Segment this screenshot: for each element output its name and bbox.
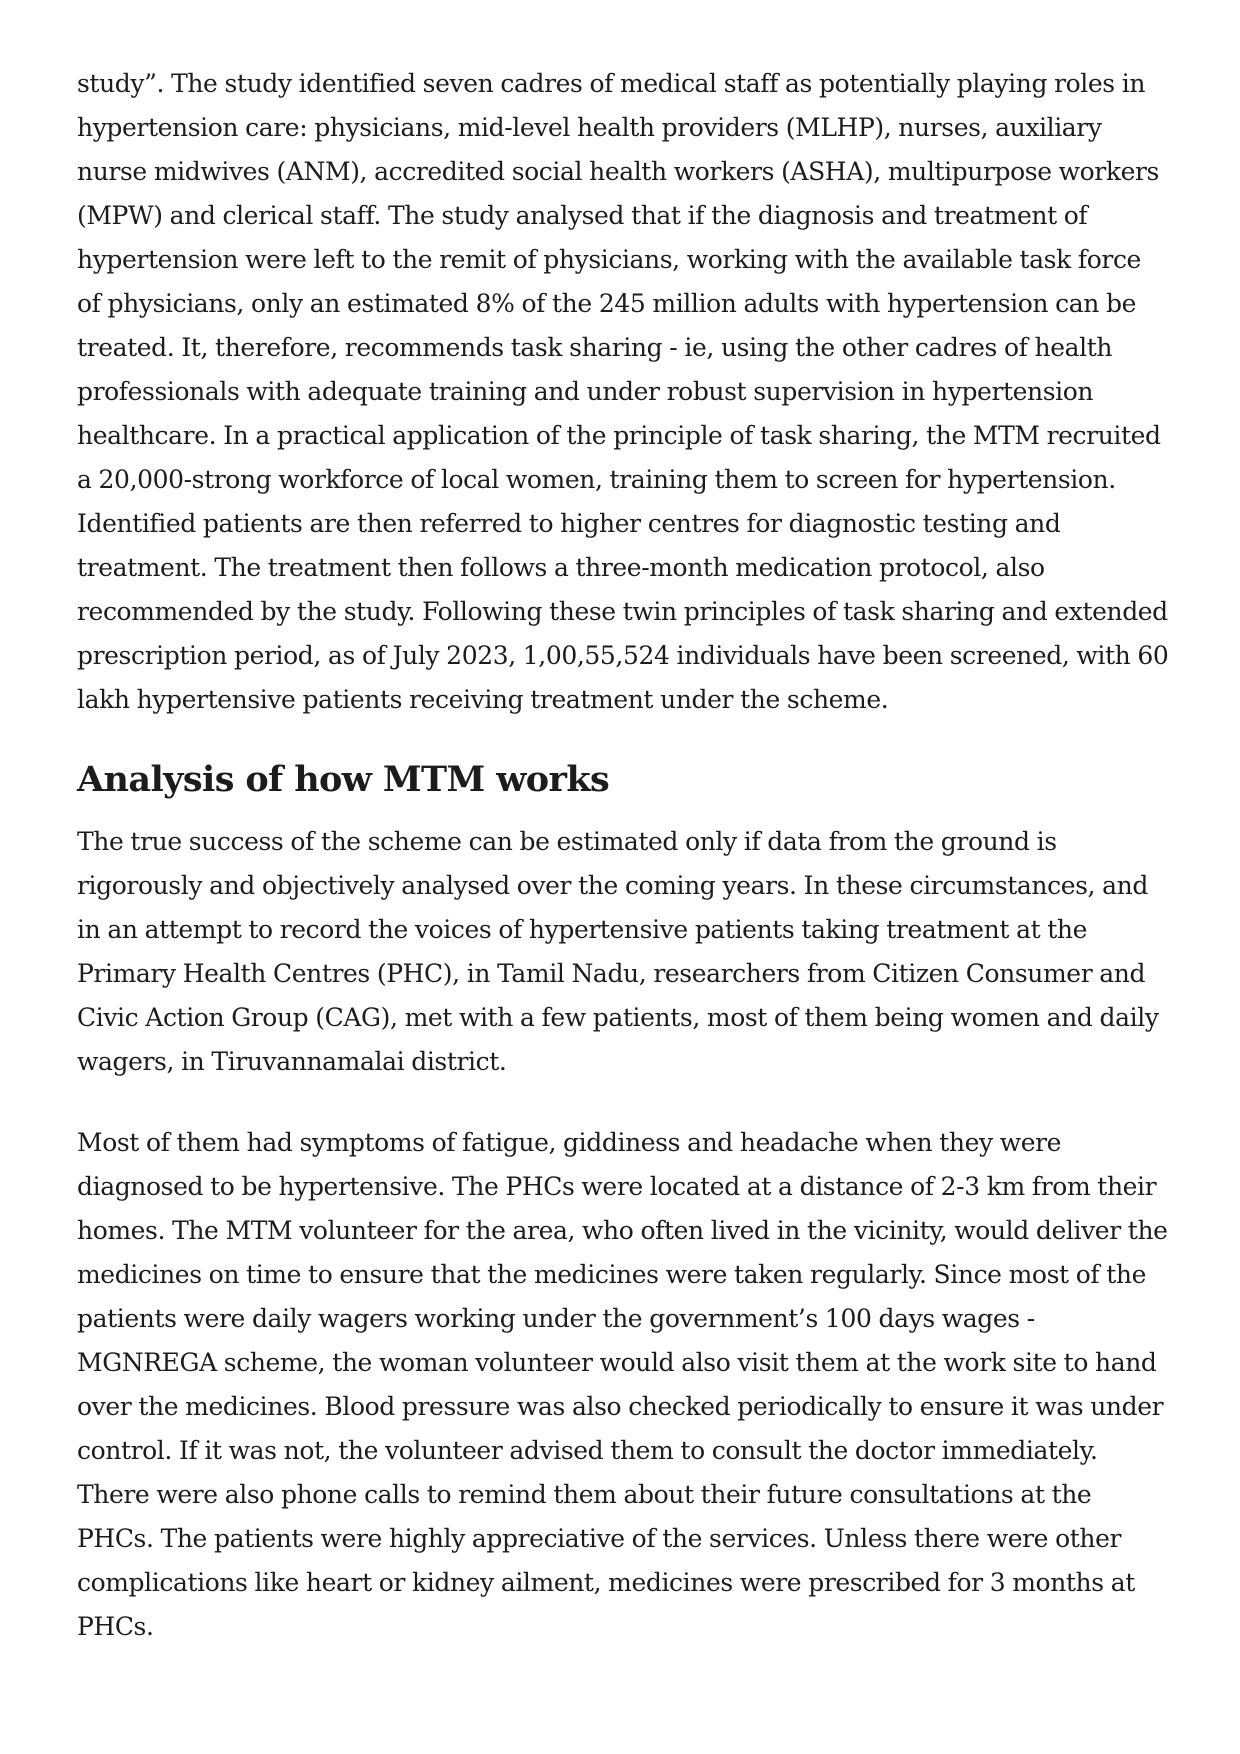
paragraph-analysis-intro: The true success of the scheme can be estimated only if data from the ground is rigorously and objectively analysed over the coming years. In these circumstances, and in an attempt to record the voices of hypertensive patients taking treatment at the Primary Health Centres (PHC), in Tamil Nadu, researchers from Citizen Consumer and Civic Action Group (CAG), met with a few patients, most of them being women and daily wagers, in Tiruvannamalai district. bbox=[77, 827, 1159, 1076]
paragraph-patient-experience: Most of them had symptoms of fatigue, giddiness and headache when they were diagnosed to be hypertensive. The PHCs were located at a distance of 2-3 km from their homes. The MTM volunteer for the area, who often lived in the vicinity, would deliver the medicines on time to ensure that the medicines were taken regularly. Since most of the patients were daily wagers working under the government’s 100 days wages - MGNREGA scheme, the woman volunteer would also visit them at the work site to hand over the medicines. Blood pressure was also checked periodically to ensure it was under control. If it was not, the volunteer advised them to consult the doctor immediately. There were also phone calls to remind them about their future consultations at the PHCs. The patients were highly appreciative of the services. Unless there were other complications like heart or kidney ailment, medicines were prescribed for 3 months at PHCs. bbox=[77, 1128, 1168, 1641]
article-body bbox=[77, 62, 1169, 1649]
paragraph-task-sharing: study”. The study identified seven cadres of medical staff as potentially playing roles in hypertension care: physicians, mid-level health providers (MLHP), nurses, auxiliary nurse midwives (ANM), accredited social health workers (ASHA), multipurpose workers (MPW) and clerical staff. The study analysed that if the diagnosis and treatment of hypertension were left to the remit of physicians, working with the available task force of physicians, only an estimated 8% of the 245 million adults with hypertension can be treated. It, therefore, recommends task sharing - ie, using the other cadres of health professionals with adequate training and under robust supervision in hypertension healthcare. In a practical application of the principle of task sharing, the MTM recruited a 20,000-strong workforce of local women, training them to screen for hypertension. Identified patients are then referred to higher centres for diagnostic testing and treatment. The treatment then follows a three-month medication protocol, also recommended by the study. Following these twin principles of task sharing and extended prescription period, as of July 2023, 1,00,55,524 individuals have been screened, with 60 lakh hypertensive patients receiving treatment under the scheme. bbox=[77, 69, 1169, 714]
section-heading: Analysis of how MTM works bbox=[77, 759, 610, 800]
